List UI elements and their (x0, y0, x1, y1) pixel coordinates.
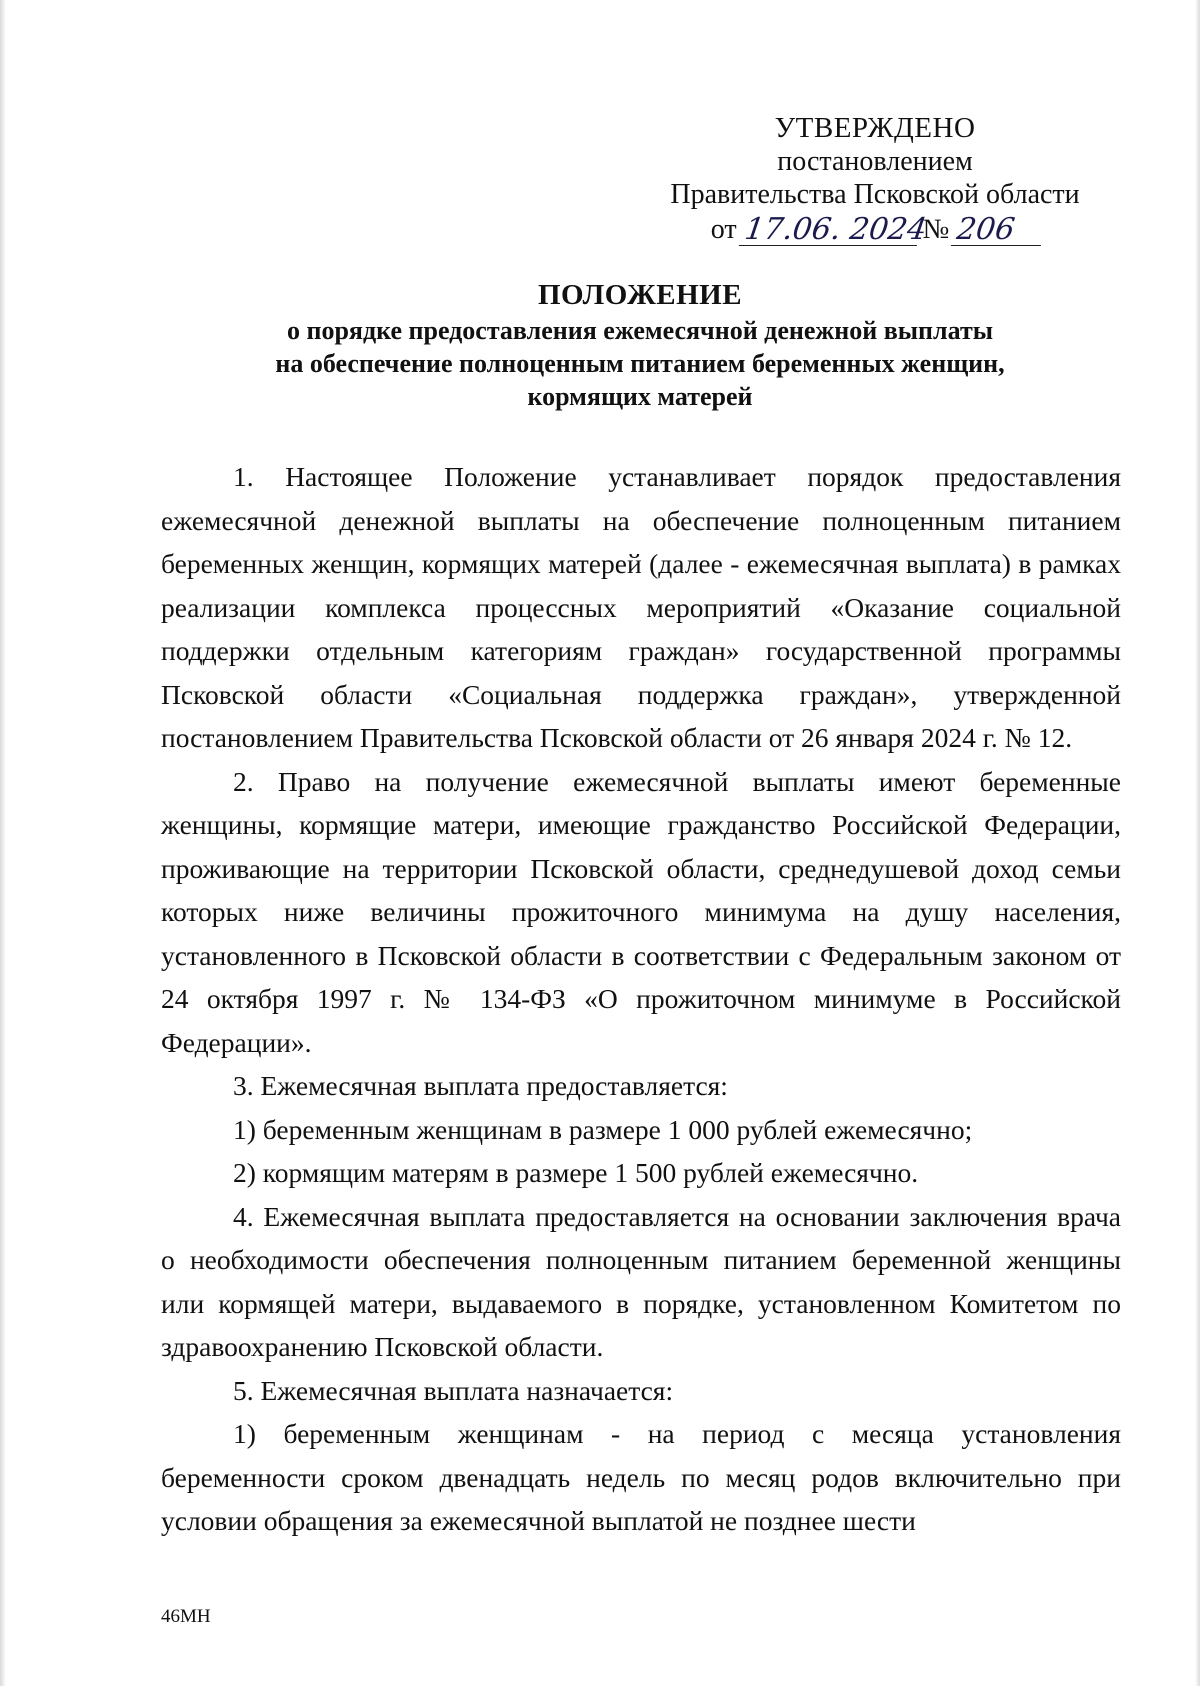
handwritten-date: 17.06. 2024 (738, 215, 920, 246)
approval-date-line (640, 213, 1110, 246)
document-body (161, 455, 1121, 1543)
paragraph-5: 5. Ежемесячная выплата назначается: (233, 1374, 674, 1406)
scan-edge-right (1195, 0, 1200, 1686)
title-line-2: на обеспечение полноценным питанием беременных женщин, (275, 349, 1005, 378)
paragraph-5-item-1: 1) беременным женщинам - на период с месяца установления беременности сроком двенадцать недель по месяц родов включительно при условии обращения за ежемесячной выплатой не позднее шести (161, 1418, 1121, 1536)
paragraph-2: 2. Право на получение ежемесячной выплаты имеют беременные женщины, кормящие матери, имеющие гражданство Российской Федерации, проживающие на территории Псковской области, среднедушевой доход семьи которых ниже величины прожиточного минимума на душу населения, установленного в Псковской области в соответствии с Федеральным законом от 24 октября 1997 г. № 134-ФЗ «О прожиточном минимуме в Российской Федерации». (161, 765, 1121, 1058)
approval-block (640, 112, 1110, 246)
paragraph-1: 1. Настоящее Положение устанавливает порядок предоставления ежемесячной денежной выплаты на обеспечение полноценным питанием беременных женщин, кормящих матерей (далее - ежемесячная выплата) в рамках реализации комплекса процессных мероприятий «Оказание социальной поддержки отдельным категориям граждан» государственной программы Псковской области «Социальная поддержка граждан», утвержденной постановлением Правительства Псковской области от 26 января 2024 г. № 12. (161, 461, 1121, 753)
date-prefix: от (710, 214, 737, 245)
paragraph-3-item-2: 2) кормящим матерям в размере 1 500 рублей ежемесячно. (233, 1157, 919, 1188)
title-main: ПОЛОЖЕНИЕ (537, 279, 743, 311)
title-line-3: кормящих матерей (527, 382, 753, 411)
paragraph-4: 4. Ежемесячная выплата предоставляется на основании заключения врача о необходимости обеспечения полноценным питанием беременной женщины или кормящей матери, выдаваемого в порядке, установленном Комитетом по здравоохранению Псковской области. (161, 1200, 1121, 1362)
document-title (160, 276, 1120, 413)
paragraph-3: 3. Ежемесячная выплата предоставляется: (233, 1070, 728, 1101)
approval-heading: УТВЕРЖДЕНО (774, 112, 976, 144)
paragraph-3-item-1: 1) беременным женщинам в размере 1 000 рублей ежемесячно; (233, 1113, 973, 1145)
scan-edge-left (0, 0, 6, 1686)
footer-code: 46МН (161, 1606, 211, 1627)
number-label: № (922, 214, 950, 245)
approval-authority: Правительства Псковской области (670, 179, 1080, 210)
title-line-1: о порядке предоставления ежемесячной денежной выплаты (286, 316, 994, 345)
handwritten-number: 206 (951, 215, 1045, 246)
approval-by: постановлением (777, 146, 973, 177)
